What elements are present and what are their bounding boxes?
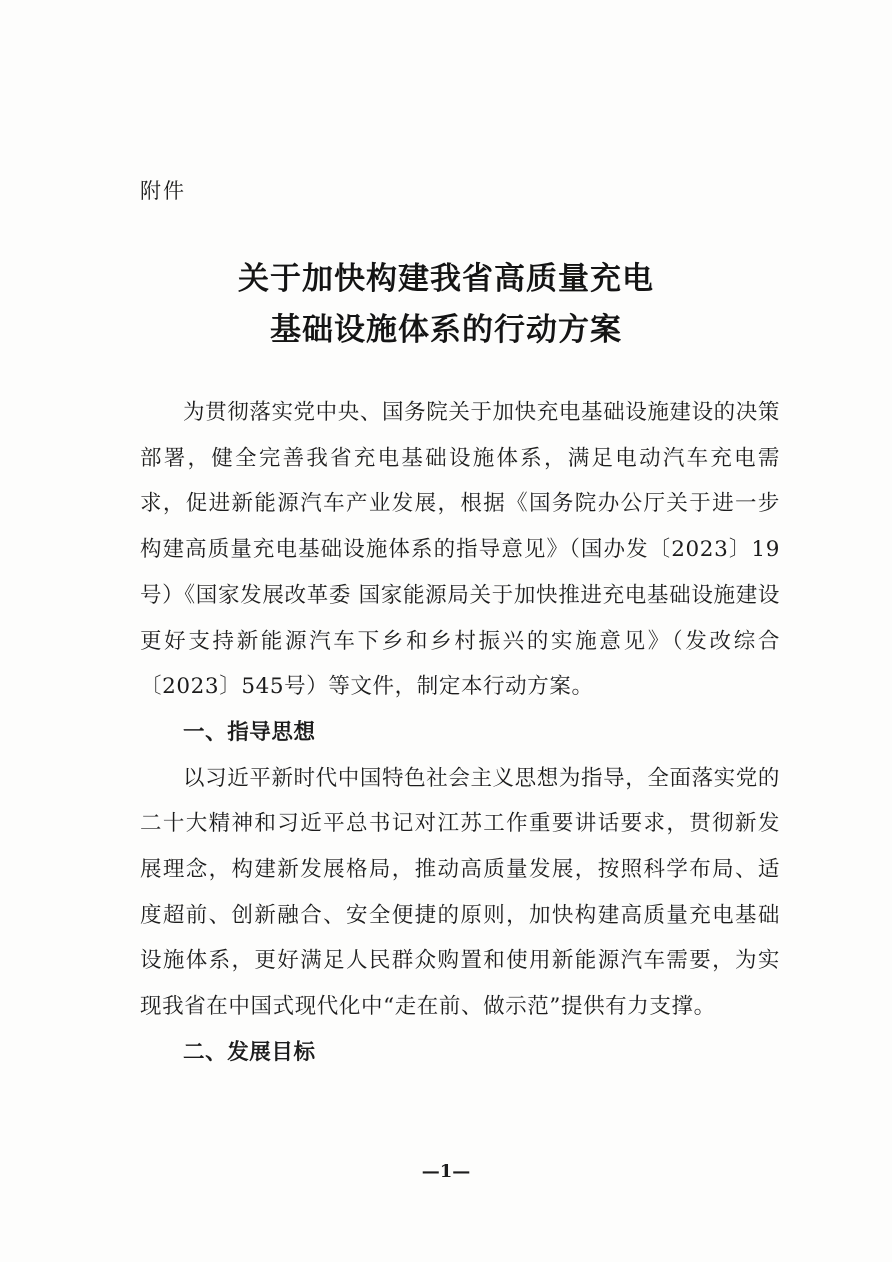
attachment-label: 附件 — [140, 179, 186, 203]
guiding-ideology-paragraph: 以习近平新时代中国特色社会主义思想为指导，全面落实党的二十大精神和习近平总书记对江苏工作重要讲话要求，贯彻新发展理念，构建新发展格局，推动高质量发展，按照科学布局、适度超前、创新融合、安全便捷的原则，加快构建高质量充电基础设施体系，更好满足人民群众购置和使用新能源汽车需要，为实现我省在中国式现代化中“走在前、做示范”提供有力支撑。 — [140, 765, 780, 1020]
page-number: —1— — [421, 1161, 471, 1182]
section-heading-guiding-ideology: 一、指导思想 — [183, 719, 316, 745]
document-title-line-1: 关于加快构建我省高质量充电 — [238, 261, 654, 297]
document-title-line-2: 基础设施体系的行动方案 — [270, 312, 622, 348]
intro-paragraph: 为贯彻落实党中央、国务院关于加快充电基础设施建设的决策部署，健全完善我省充电基础设施体系，满足电动汽车充电需求，促进新能源汽车产业发展，根据《国务院办公厅关于进一步构建高质量充电基础设施体系的指导意见》（国办发〔2023〕19号）《国家发展改革委 国家能源局关于加快推进充电基础设施建设 更好支持新能源汽车下乡和乡村振兴的实施意见》（发改综合〔2023〕545号）等文件，制定本行动方案。 — [140, 400, 780, 700]
section-heading-development-goals: 二、发展目标 — [183, 1039, 316, 1065]
document-body — [140, 390, 780, 1076]
